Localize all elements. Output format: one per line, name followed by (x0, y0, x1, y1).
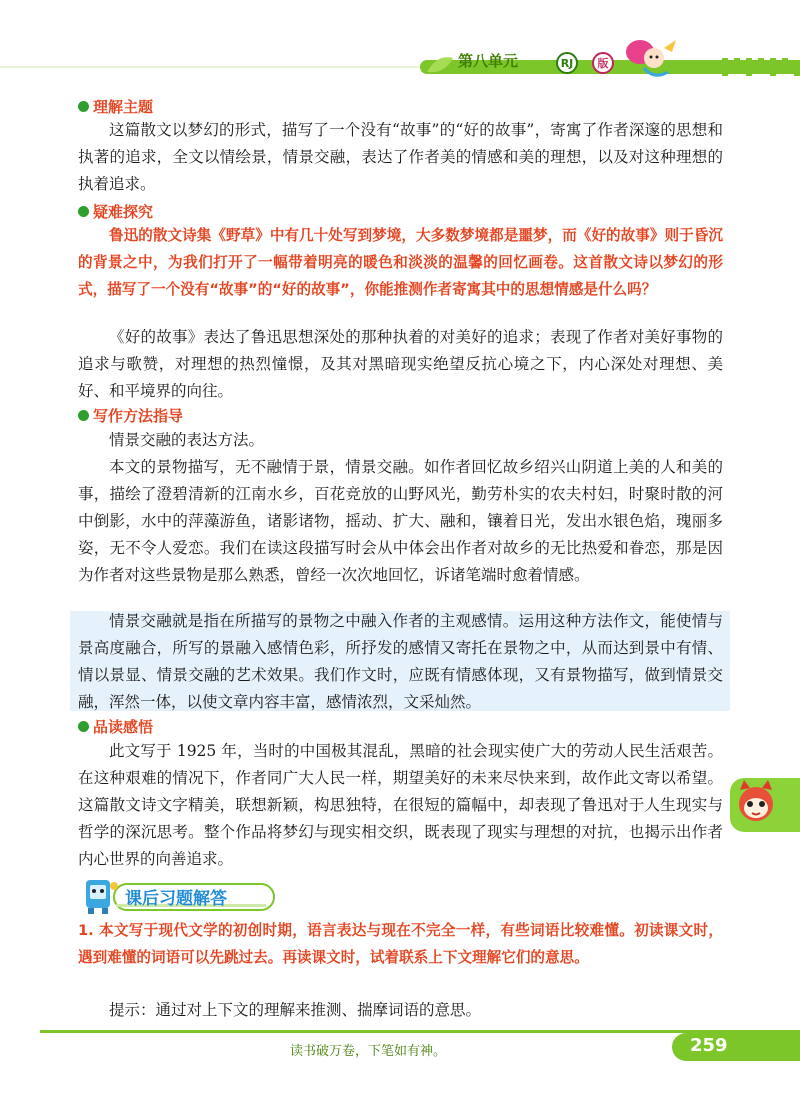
cat-mascot-icon (734, 780, 778, 828)
section-heading-writing: 写作方法指导 (78, 405, 183, 426)
unit-title: 第八单元 (458, 52, 519, 70)
robot-icon (80, 876, 120, 916)
appreciation-text: 此文写于 1925 年，当时的中国极其混乱，黑暗的社会现实使广大的劳动人民生活艰苦。在这种艰难的情况下，作者同广大人民一样，期望美好的未来尽快来到，故作此文寄以希望。这篇散文诗文字精美，联想新颖，构思独特，在很短的篇幅中，却表现了鲁迅对于人生现实与哲学的深沉思考。整个作品将梦幻与现实相交织，既表现了现实与理想的对抗，也揭示出作者内心世界的向善追求。 (78, 742, 723, 868)
bullet-dot-icon (78, 206, 89, 217)
checker-pattern (722, 58, 800, 76)
writing-text: 本文的景物描写，无不融情于景，情景交融。如作者回忆故乡绍兴山阴道上美的人和美的事，描绘了澄碧清新的江南水乡，百花竞放的山野风光，勤劳朴实的农夫村妇，时聚时散的河中倒影，水中的萍藻游鱼，诸影诸物，摇动、扩大、融和，镶着日光，发出水银色焰，瑰丽多姿，无不令人爱恋。我们在读这段描写时会从中体会出作者对故乡的无比热爱和眷恋，那是因为作者对这些景物是那么熟悉，曾经一次次地回忆，诉诸笔端时愈着情感。 (78, 458, 723, 584)
homework-hint: 提示：通过对上下文的理解来推测、揣摩词语的意思。 (109, 1001, 482, 1019)
page-number: 259 (690, 1035, 728, 1056)
section-heading-theme: 理解主题 (78, 96, 153, 117)
homework-title: 课后习题解答 (125, 889, 227, 909)
bullet-dot-icon (78, 410, 89, 421)
header-leaf-icon (425, 52, 455, 76)
section-heading-difficulty: 疑难探究 (78, 201, 153, 222)
homework-question-1: 1. 本文写于现代文学的初创时期，语言表达与现在不完全一样，有些词语比较难懂。初读课文时，遇到难懂的词语可以先跳过去。再读课文时，试着联系上下文理解它们的意思。 (78, 922, 723, 966)
bullet-dot-icon (78, 101, 89, 112)
edition-badge-rj: RJ (556, 52, 578, 74)
mascot-fairy-icon (620, 34, 678, 82)
bullet-dot-icon (78, 721, 89, 732)
theme-text: 这篇散文以梦幻的形式，描写了一个没有“故事”的“好的故事”，寄寓了作者深邃的思想和执著的追求，全文以情绘景，情景交融，表达了作者美的情感和美的理想，以及对这种理想的执着追求。 (78, 121, 723, 193)
writing-intro: 情景交融的表达方法。 (109, 431, 265, 449)
section-heading-appreciation: 品读感悟 (78, 716, 153, 737)
writing-highlight: 情景交融就是指在所描写的景物之中融入作者的主观感情。运用这种方法作文，能使情与景高度融合，所写的景融入感情色彩，所抒发的感情又寄托在景物之中，从而达到景中有情、情以景显、情景交融的艺术效果。我们作文时，应既有情感体现，又有景物描写，做到情景交融，浑然一体，以使文章内容丰富，感情浓烈，文采灿然。 (78, 612, 723, 711)
footer-motto: 读书破万卷，下笔如有神。 (290, 1044, 447, 1059)
difficulty-question: 鲁迅的散文诗集《野草》中有几十处写到梦境，大多数梦境都是噩梦，而《好的故事》则于昏沉的背景之中，为我们打开了一幅带着明亮的暖色和淡淡的温馨的回忆画卷。这首散文诗以梦幻的形式，描写了一个没有“故事”的“好的故事”，你能推测作者寄寓其中的思想情感是什么吗？ (78, 227, 723, 298)
difficulty-answer: 《好的故事》表达了鲁迅思想深处的那种执着的对美好的追求；表现了作者对美好事物的追求与歌赞，对理想的热烈憧憬，及其对黑暗现实绝望反抗心境之下，内心深处对理想、美好、和平境界的向往。 (78, 328, 723, 400)
edition-badge-ban: 版 (592, 52, 614, 74)
